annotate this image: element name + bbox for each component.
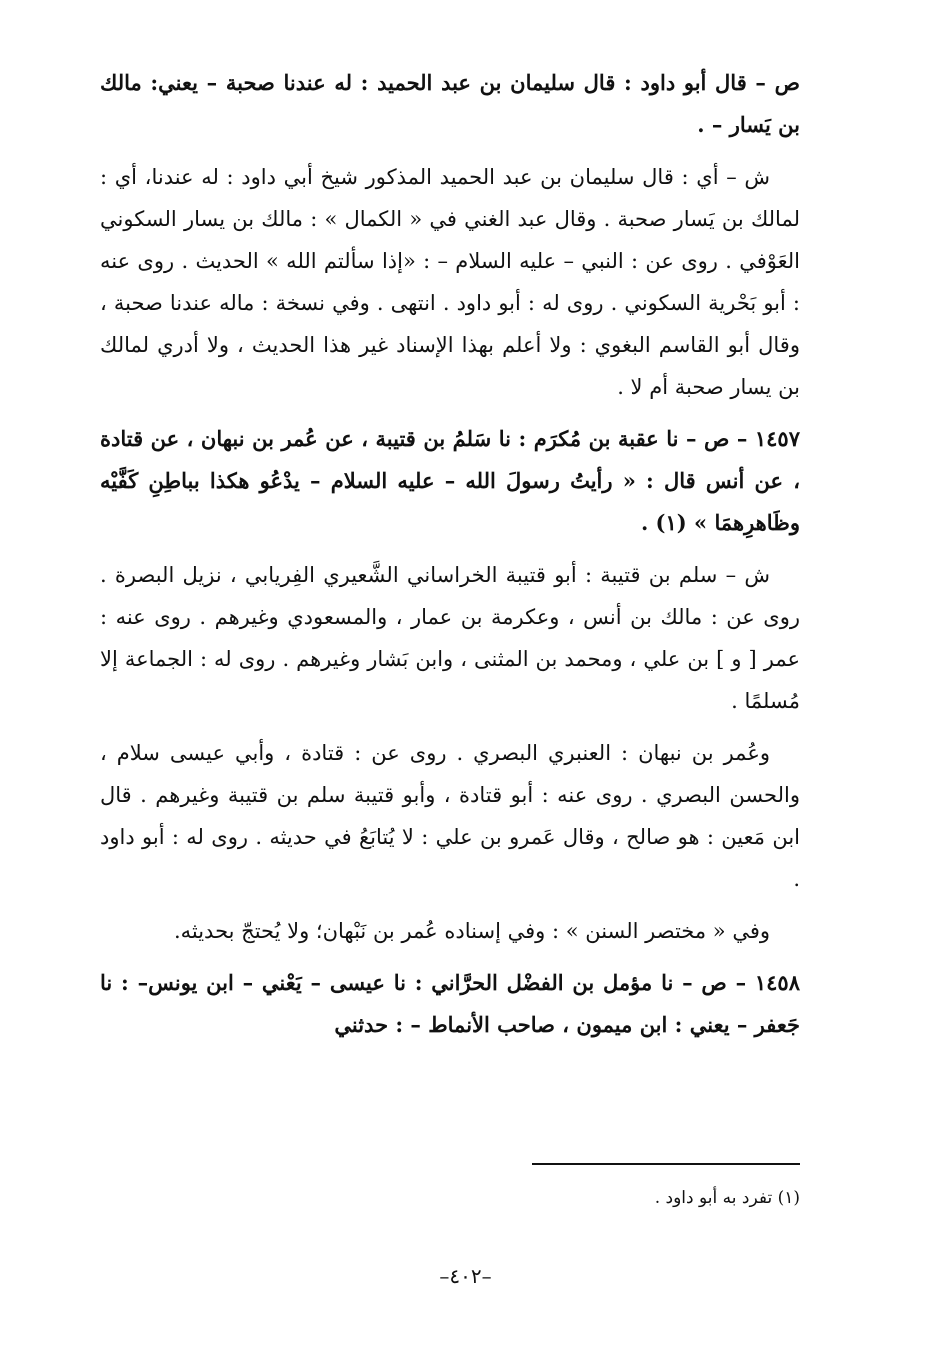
page-body bbox=[100, 62, 800, 1056]
page-number: –٤٠٢– bbox=[439, 1264, 492, 1288]
hadith-text-paragraph: ص – قال أبو داود : قال سليمان بن عبد الحميد : له عندنا صحبة – يعني: مالك بن يَسار – . bbox=[100, 70, 800, 137]
hadith-1458-paragraph: ١٤٥٨ – ص – نا مؤمل بن الفضْل الحرَّاني : نا عيسى – يَعْني – ابن يونس– : نا جَعفر – يعني : ابن ميمون ، صاحب الأنماط – : حدثني bbox=[100, 970, 800, 1037]
footnote: (١) تفرد به أبو داود . bbox=[654, 1188, 800, 1208]
commentary-paragraph: ش – أي : قال سليمان بن عبد الحميد المذكور شيخ أبي داود : له عندنا، أي : لمالك بن يَسار صحبة . وقال عبد الغني في « الكمال » : مالك بن يسار السكوني العَوْفي . روى عن : النبي – عليه السلام – : «إذا سألتم الله » الحديث . روى عنه : أبو بَحْرية السكوني . روى له : أبو داود . انتهى . وفي نسخة : ماله عندنا صحبة ، وقال أبو القاسم البغوي : ولا أعلم بهذا الإسناد غير هذا الحديث ، ولا أدري لمالك بن يسار صحبة أم لا . bbox=[100, 165, 800, 399]
commentary-paragraph: وفي « مختصر السنن » : وفي إسناده عُمر بن نَبْهان؛ ولا يُحتجّ بحديثه. bbox=[173, 919, 770, 943]
hadith-1457-paragraph: ١٤٥٧ – ص – نا عقبة بن مُكرَم : نا سَلمُ بن قتيبة ، عن عُمر بن نبهان ، عن قتادة ، عن أنس قال : « رأيتُ رسولَ الله – عليه السلام – يدْعُو هكذا بباطِنِ كَفَّيْه وظَاهرِهمَا » (١) . bbox=[100, 426, 800, 535]
footnote-divider bbox=[532, 1163, 800, 1165]
commentary-paragraph: وعُمر بن نبهان : العنبري البصري . روى عن : قتادة ، وأبي عيسى سلام ، والحسن البصري . روى عنه : أبو قتادة ، وأبو قتيبة سلم بن قتيبة وغيرهم . قال ابن مَعين : هو صالح ، وقال عَمرو بن علي : لا يُتابَعُ في حديثه . روى له : أبو داود . bbox=[100, 741, 800, 891]
commentary-paragraph: ش – سلم بن قتيبة : أبو قتيبة الخراساني الشَّعيري الفِريابي ، نزيل البصرة . روى عن : مالك بن أنس ، وعكرمة بن عمار ، والمسعودي وغيرهم . روى عنه : عمر [ و ] بن علي ، ومحمد بن المثنى ، وابن بَشار وغيرهم . روى له : الجماعة إلا مُسلمًا . bbox=[100, 563, 800, 713]
